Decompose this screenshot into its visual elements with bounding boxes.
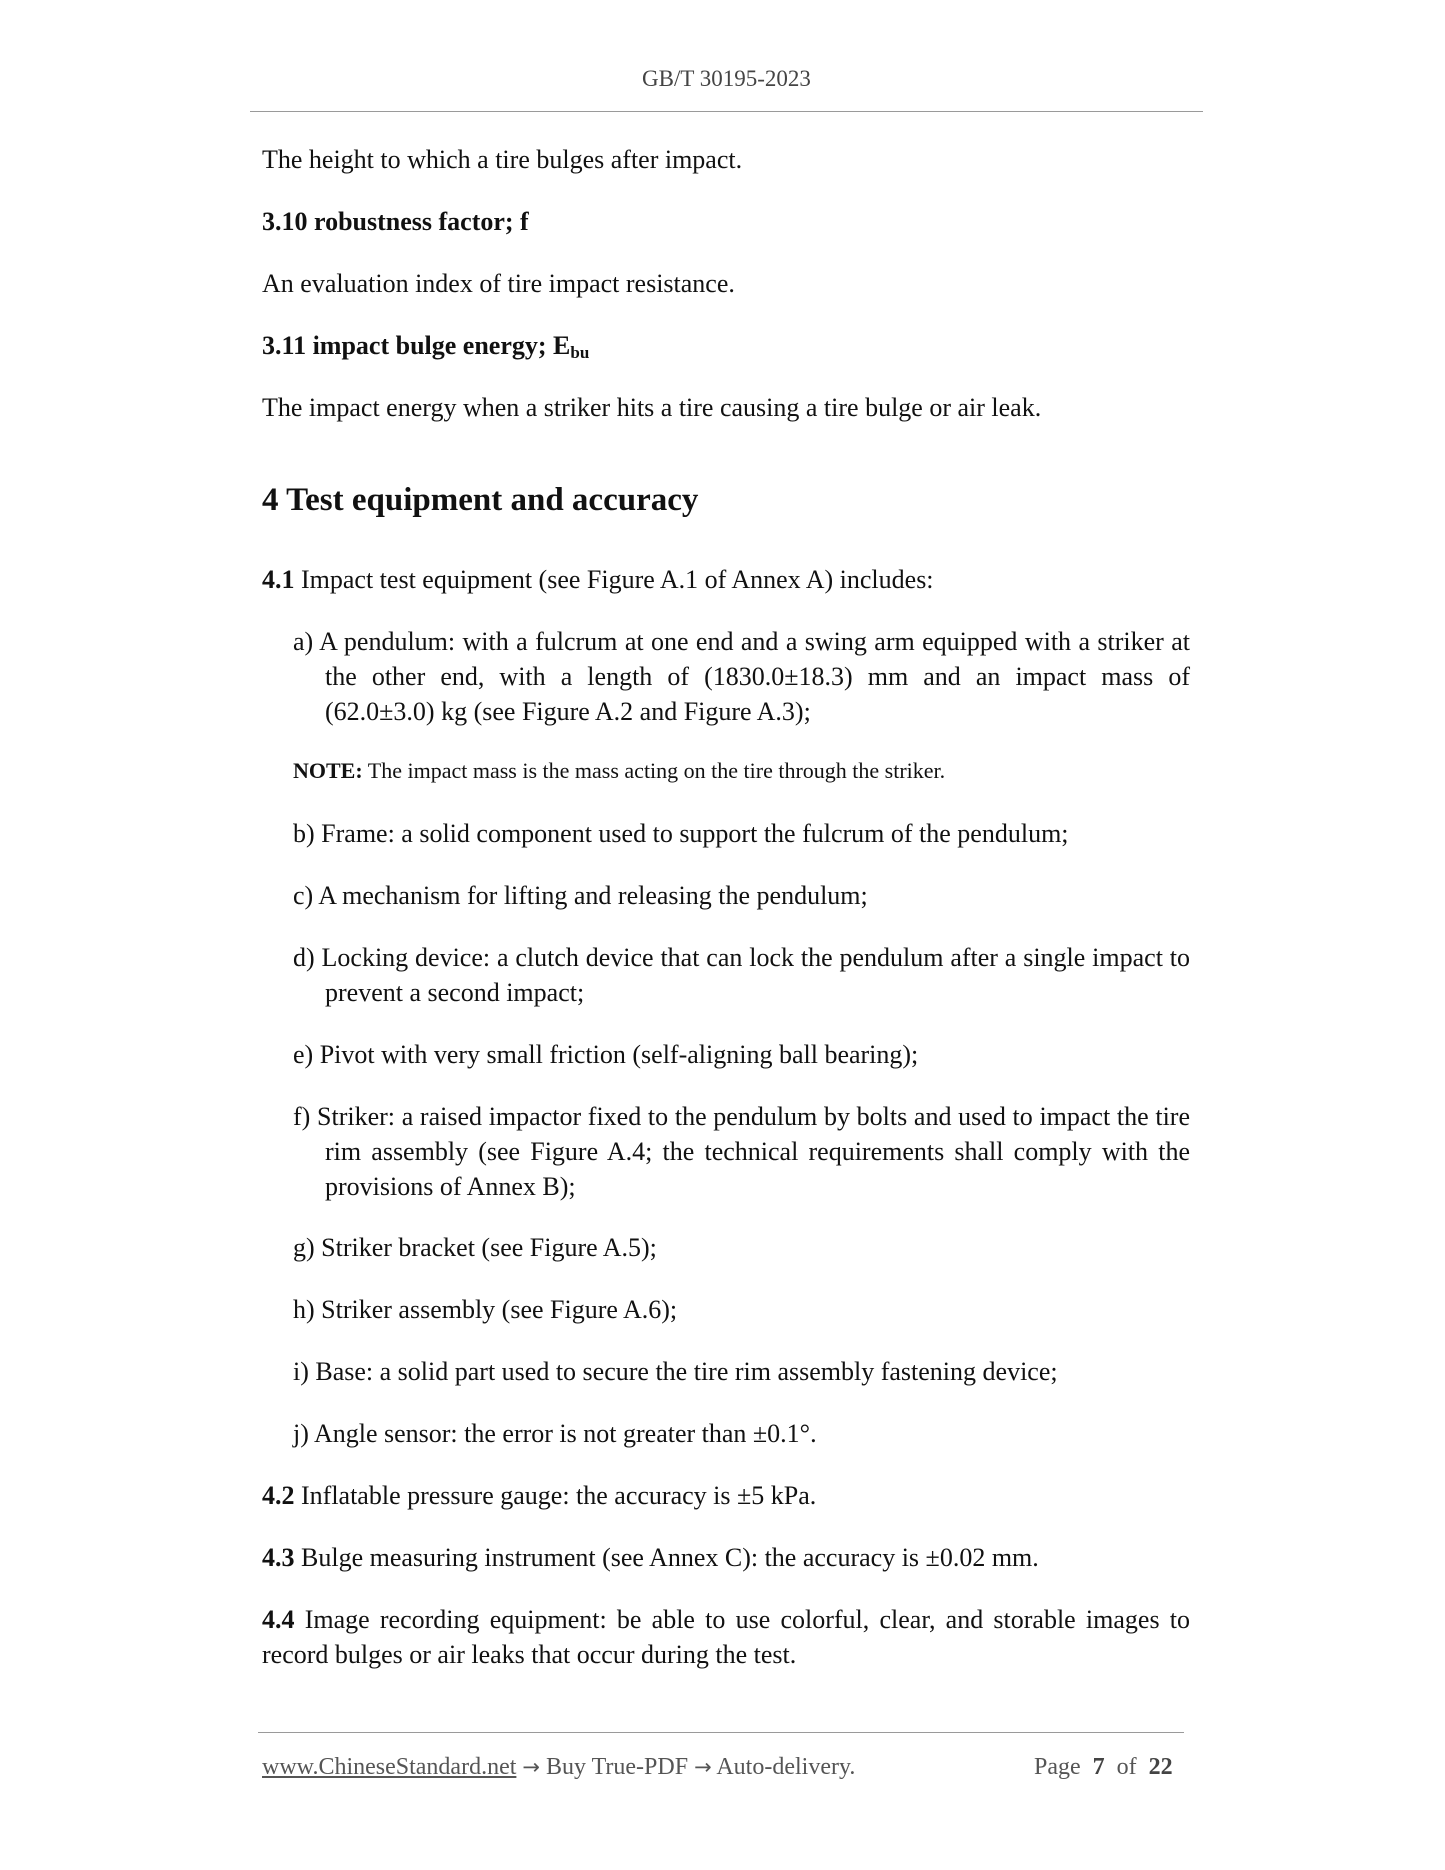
list-item-i: i) Base: a solid part used to secure the tire rim assembly fastening device; xyxy=(293,1357,1058,1386)
auto-delivery-text: Auto-delivery. xyxy=(711,1754,856,1780)
page-total: 22 xyxy=(1148,1754,1173,1780)
footer-divider xyxy=(258,1732,1184,1733)
list-item-c: c) A mechanism for lifting and releasing the pendulum; xyxy=(293,881,868,910)
clause-4-3-number: 4.3 xyxy=(262,1543,295,1572)
footer-promo xyxy=(262,1754,855,1781)
bulge-height-definition: The height to which a tire bulges after impact. xyxy=(262,145,743,174)
note-label: NOTE: xyxy=(293,758,363,783)
note xyxy=(293,756,1190,786)
page-current: 7 xyxy=(1092,1754,1105,1780)
chinese-standard-link[interactable]: www.ChineseStandard.net xyxy=(262,1754,517,1780)
clause-4-4-text: Image recording equipment: be able to use colorful, clear, and storable images to record bulges or air leaks that occur during the test. xyxy=(262,1605,1190,1669)
clause-4-2 xyxy=(262,1478,1190,1513)
list-item-g: g) Striker bracket (see Figure A.5); xyxy=(293,1233,657,1262)
list-item-b: b) Frame: a solid component used to support the fulcrum of the pendulum; xyxy=(293,819,1069,848)
arrow-right-icon: → xyxy=(694,1755,712,1779)
arrow-right-icon: → xyxy=(522,1755,540,1779)
term-3-10-heading: 3.10 robustness factor; f xyxy=(262,207,529,236)
list-item-a: a) A pendulum: with a fulcrum at one end and a swing arm equipped with a striker at the other end, with a length of (1830.0±18.3) mm and an impact mass of (62.0±3.0) kg (see Figure A.2 and Figure A.3); xyxy=(293,627,1190,726)
document-header-id: GB/T 30195-2023 xyxy=(642,66,811,91)
term-3-11-subscript: bu xyxy=(570,343,590,362)
clause-4-1-number: 4.1 xyxy=(262,565,295,594)
clause-4-1 xyxy=(262,562,1190,597)
list-item-d: d) Locking device: a clutch device that can lock the pendulum after a single impact to prevent a second impact; xyxy=(293,943,1190,1007)
page-of: of xyxy=(1116,1754,1137,1780)
note-text: The impact mass is the mass acting on the tire through the striker. xyxy=(362,758,946,783)
clause-4-2-text: Inflatable pressure gauge: the accuracy is ±5 kPa. xyxy=(294,1481,817,1510)
list-item-j: j) Angle sensor: the error is not greater than ±0.1°. xyxy=(293,1419,817,1448)
clause-4-4 xyxy=(262,1602,1190,1672)
clause-4-2-number: 4.2 xyxy=(262,1481,295,1510)
term-3-11-definition: The impact energy when a striker hits a tire causing a tire bulge or air leak. xyxy=(262,393,1042,422)
header-divider xyxy=(250,111,1203,112)
section-4-heading: 4 Test equipment and accuracy xyxy=(262,482,699,518)
term-3-11-heading xyxy=(262,328,1190,370)
clause-4-4-number: 4.4 xyxy=(262,1605,295,1634)
buy-true-pdf-text: Buy True-PDF xyxy=(540,1754,695,1780)
list-item-e: e) Pivot with very small friction (self-aligning ball bearing); xyxy=(293,1040,919,1069)
term-3-11-title: 3.11 impact bulge energy; E xyxy=(262,331,571,360)
page-number xyxy=(1034,1754,1173,1781)
page-label: Page xyxy=(1034,1754,1081,1780)
clause-4-3 xyxy=(262,1540,1190,1575)
term-3-10-definition: An evaluation index of tire impact resistance. xyxy=(262,269,735,298)
list-item-h: h) Striker assembly (see Figure A.6); xyxy=(293,1295,678,1324)
clause-4-3-text: Bulge measuring instrument (see Annex C): the accuracy is ±0.02 mm. xyxy=(294,1543,1039,1572)
list-item-f: f) Striker: a raised impactor fixed to the pendulum by bolts and used to impact the tire rim assembly (see Figure A.4; the technical requirements shall comply with the provisions of Annex B); xyxy=(293,1102,1190,1201)
clause-4-1-text: Impact test equipment (see Figure A.1 of Annex A) includes: xyxy=(294,565,934,594)
